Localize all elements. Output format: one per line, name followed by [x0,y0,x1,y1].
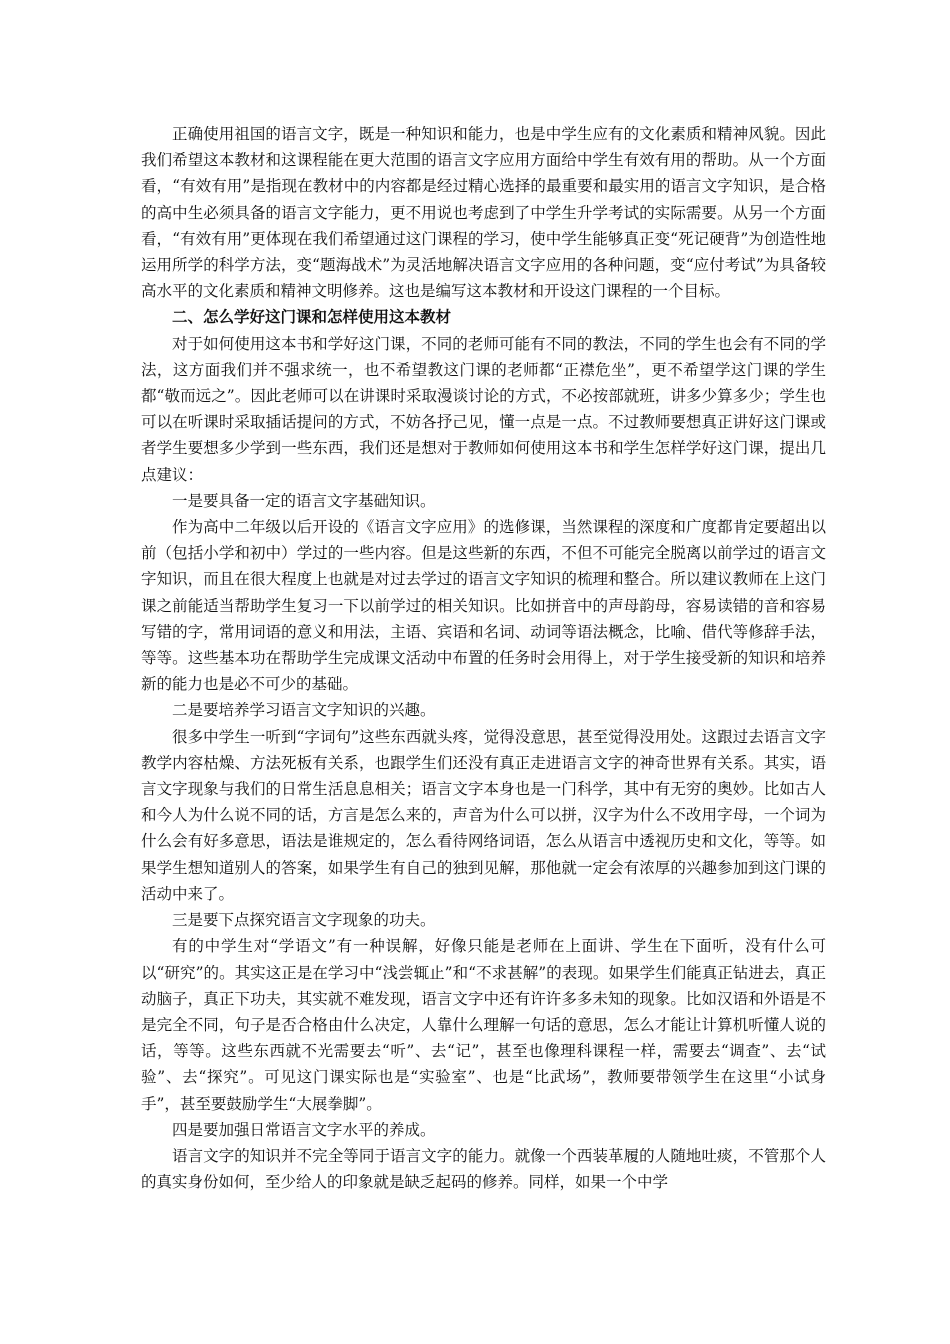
section-heading: 二、怎么学好这门课和怎样使用这本教材 [172,307,452,327]
paragraph: 语言文字的知识并不完全等同于语言文字的能力。就像一个西装革履的人随地吐痰，不管那个人的真实身份如何，至少给人的印象就是缺乏起码的修养。同样，如果一个中学 [141,1146,826,1192]
paragraph: 对于如何使用这本书和学好这门课，不同的老师可能有不同的教法，不同的学生也会有不同的学法，这方面我们并不强求统一，也不希望教这门课的老师都“正襟危坐”，更不希望学这门课的学生都“敬而远之”。因此老师可以在讲课时采取漫谈讨论的方式，不必按部就班，讲多少算多少；学生也可以在听课时采取插话提问的方式，不妨各抒己见，懂一点是一点。不过教师要想真正讲好这门课或者学生要想多少学到一些东西，我们还是想对于教师如何使用这本书和学生怎样学好这门课，提出几点建议： [141,334,826,484]
paragraph: 有的中学生对“学语文”有一种误解，好像只能是老师在上面讲、学生在下面听，没有什么可以“研究”的。其实这正是在学习中“浅尝辄止”和“不求甚解”的表现。如果学生们能真正钻进去，真正动脑子，真正下功夫，其实就不难发现，语言文字中还有许许多多未知的现象。比如汉语和外语是不是完全不同，句子是否合格由什么决定，人靠什么理解一句话的意思，怎么才能让计算机听懂人说的话，等等。这些东西就不光需要去“听”、去“记”，甚至也像理科课程一样，需要去“调查”、去“试验”、去“探究”。可见这门课实际也是“实验室”、也是“比武场”，教师要带领学生在这里“小试身手”，甚至要鼓励学生“大展拳脚”。 [141,937,826,1113]
document-body [141,121,826,1195]
paragraph: 二是要培养学习语言文字知识的兴趣。 [172,701,436,720]
paragraph: 作为高中二年级以后开设的《语言文字应用》的选修课，当然课程的深度和广度都肯定要超出以前（包括小学和初中）学过的一些内容。但是这些新的东西，不但不可能完全脱离以前学过的语言文字知识，而且在很大程度上也就是对过去学过的语言文字知识的梳理和整合。所以建议教师在上这门课之前能适当帮助学生复习一下以前学过的相关知识。比如拼音中的声母韵母，容易读错的音和容易写错的字，常用词语的意义和用法，主语、宾语和名词、动词等语法概念，比喻、借代等修辞手法，等等。这些基本功在帮助学生完成课文活动中布置的任务时会用得上，对于学生接受新的知识和培养新的能力也是必不可少的基础。 [141,518,826,694]
paragraph: 四是要加强日常语言文字水平的养成。 [172,1120,436,1139]
paragraph: 一是要具备一定的语言文字基础知识。 [172,491,436,510]
paragraph: 很多中学生一听到“字词句”这些东西就头疼，觉得没意思，甚至觉得没用处。这跟过去语言文字教学内容枯燥、方法死板有关系，也跟学生们还没有真正走进语言文字的神奇世界有关系。其实，语言文字现象与我们的日常生活息息相关；语言文字本身也是一门科学，其中有无穷的奥妙。比如古人和今人为什么说不同的话，方言是怎么来的，声音为什么可以拼，汉字为什么不改用字母，一个词为什么会有好多意思，语法是谁规定的，怎么看待网络词语，怎么从语言中透视历史和文化，等等。如果学生想知道别人的答案，如果学生有自己的独到见解，那他就一定会有浓厚的兴趣参加到这门课的活动中来了。 [141,727,826,903]
paragraph: 三是要下点探究语言文字现象的功夫。 [172,911,436,930]
paragraph: 正确使用祖国的语言文字，既是一种知识和能力，也是中学生应有的文化素质和精神风貌。因此我们希望这本教材和这课程能在更大范围的语言文字应用方面给中学生有效有用的帮助。从一个方面看，“有效有用”是指现在教材中的内容都是经过精心选择的最重要和最实用的语言文字知识，是合格的高中生必须具备的语言文字能力，更不用说也考虑到了中学生升学考试的实际需要。从另一个方面看，“有效有用”更体现在我们希望通过这门课程的学习，使中学生能够真正变“死记硬背”为创造性地运用所学的科学方法，变“题海战术”为灵活地解决语言文字应用的各种问题，变“应付考试”为具备较高水平的文化素质和精神文明修养。这也是编写这本教材和开设这门课程的一个目标。 [141,125,826,301]
